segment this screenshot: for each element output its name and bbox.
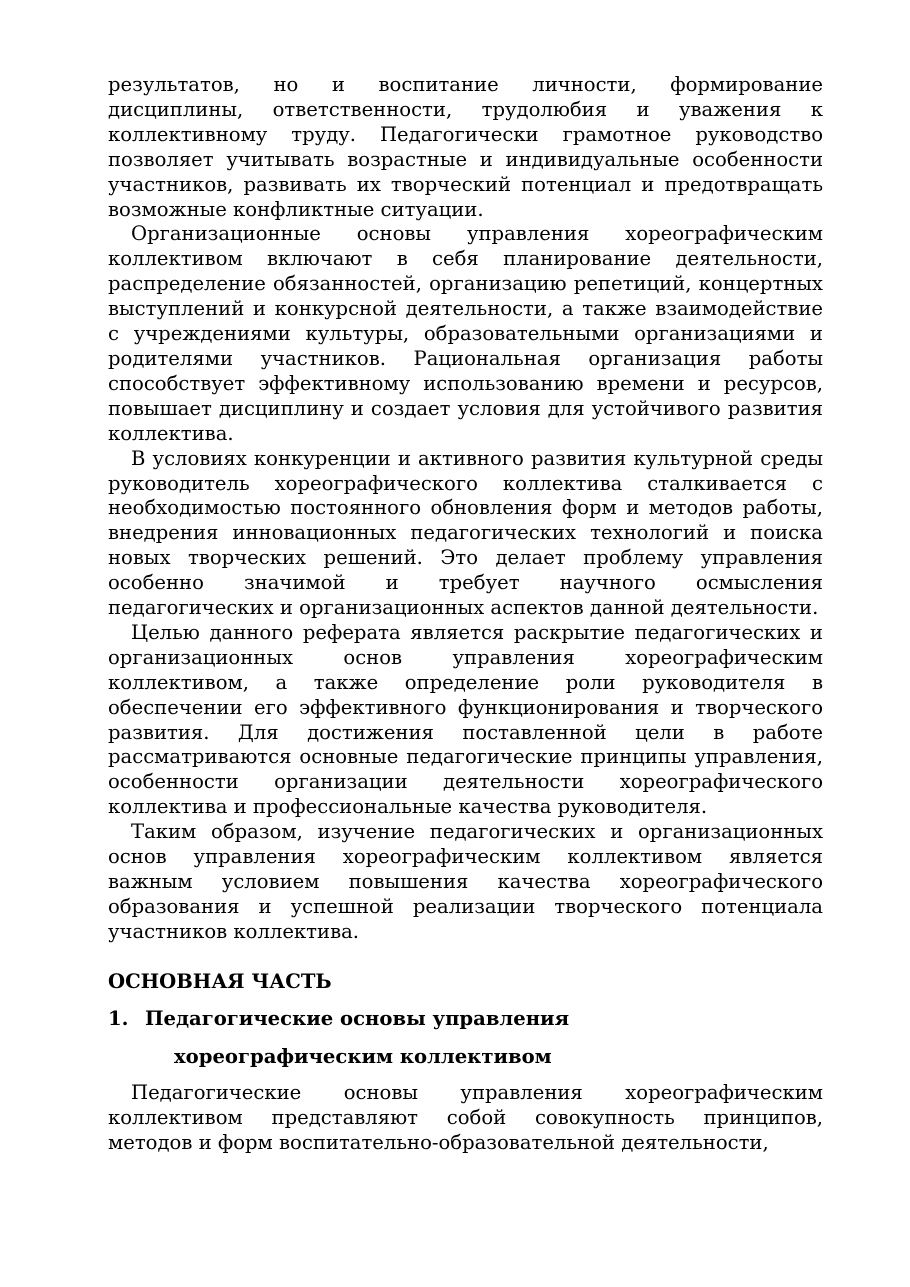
paragraph-organizational-basics: Организационные основы управления хореографическим коллективом включают в себя планирование деятельности, распределение обязанностей, организацию репетиций, концертных выступлений и конкурсной деятельности, а также взаимодействие с учреждениями культуры, образовательными организациями и родителями участников. Рациональная организация работы способствует эффективному использованию времени и ресурсов, повышает дисциплину и создает условия для устойчивого развития коллектива. <box>108 222 823 445</box>
section-heading: ОСНОВНАЯ ЧАСТЬ <box>108 969 332 993</box>
paragraph-pedagogical-basics: Педагогические основы управления хореографическим коллективом представляют собой совокупность принципов, методов и форм воспитательно-образовательной деятельности, <box>108 1080 823 1154</box>
paragraph-conclusion: Таким образом, изучение педагогических и организационных основ управления хореографическим коллективом является важным условием повышения качества хореографического образования и успешной реализации творческого потенциала участников коллектива. <box>108 820 823 943</box>
paragraph-competition-conditions: В условиях конкуренции и активного развития культурной среды руководитель хореографического коллектива сталкивается с необходимостью постоянного обновления форм и методов работы, внедрения инновационных педагогических технологий и поиска новых творческих решений. Это делает проблему управления особенно значимой и требует научного осмысления педагогических и организационных аспектов данной деятельности. <box>108 446 823 620</box>
subsection-heading-line1 <box>108 1006 823 1031</box>
document-page <box>108 73 823 1155</box>
paragraph-goal: Целью данного реферата является раскрытие педагогических и организационных основ управления хореографическим коллективом, а также определение роли руководителя в обеспечении его эффективного функционирования и творческого развития. Для достижения поставленной цели в работе рассматриваются основные педагогические принципы управления, особенности организации деятельности хореографического коллектива и профессиональные качества руководителя. <box>108 620 823 819</box>
subsection-number: 1. <box>108 1006 129 1030</box>
subsection-heading <box>108 1006 823 1069</box>
paragraph-continuation: результатов, но и воспитание личности, формирование дисциплины, ответственности, трудолюбия и уважения к коллективному труду. Педагогически грамотное руководство позволяет учитывать возрастные и индивидуальные особенности участников, развивать их творческий потенциал и предотвращать возможные конфликтные ситуации. <box>108 73 823 221</box>
subsection-title-part1: Педагогические основы управления <box>145 1006 570 1030</box>
subsection-title-part2: хореографическим коллективом <box>174 1044 552 1068</box>
